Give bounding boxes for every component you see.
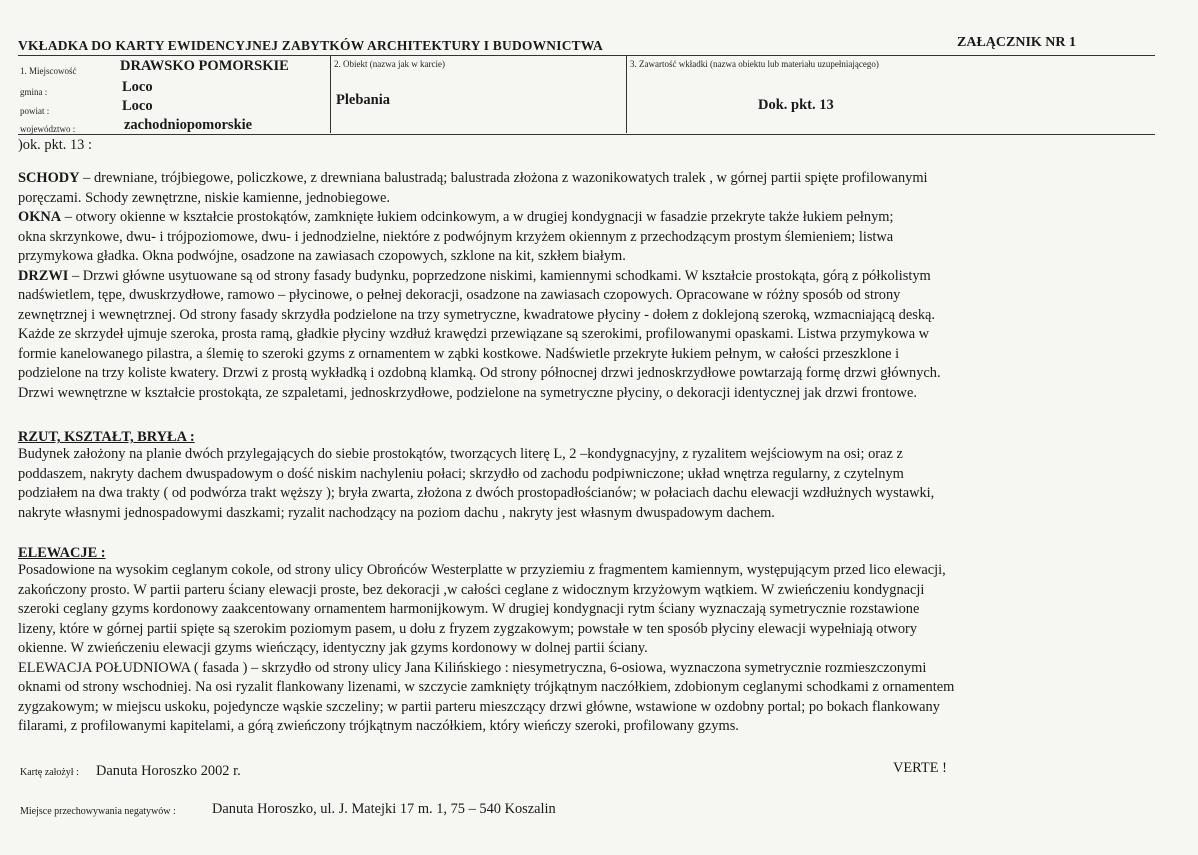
intro-line: )ok. pkt. 13 : (18, 137, 92, 153)
object-label: 2. Obiekt (nazwa jak w karcie) (334, 59, 445, 69)
drzwi-line-3: zewnętrznej i wewnętrznej. Od strony fasady skrzydła podzielone na trzy symetryczne, kwadratowe płyciny - dołem z doklejoną szeroką, wzmacniającą deską. (18, 306, 936, 323)
voivodeship-value: zachodniopomorskie (124, 117, 253, 133)
elewacje-line-9: filarami, z profilowanymi kapitelami, a górą zwieńczony trójkątnym naczółkiem, który wieńczy szeroki, profilowany gzyms. (18, 718, 739, 734)
elewacje-line-7: oknami od strony wschodniej. Na osi ryzalit flankowany lizenami, w szczycie zamknięty trójkątnym naczółkiem, zdobionym ceglanymi schodkami z ornamentem (18, 679, 955, 695)
drzwi-heading: DRZWI (18, 267, 69, 284)
form-title: VKŁADKA DO KARTY EWIDENCYJNEJ ZABYTKÓW ARCHITEKTURY I BUDOWNICTWA (18, 38, 604, 53)
contents-label: 3. Zawartość wkładki (nazwa obiektu lub materiału uzupełniającego) (630, 59, 879, 69)
gmina-label: gmina : (20, 87, 48, 97)
elewacje-line-1: Posadowione na wysokim ceglanym cokole, od strony ulicy Obrońców Westerplatte w przyziemiu z fragmentem kamiennym, występującym przed lico elewacji, (18, 562, 946, 578)
okna-line-1: OKNA – otwory okienne w kształcie prostokątów, zamknięte łukiem odcinkowym, a w drugiej kondygnacji w fasadzie przekryte także łukiem pełnym; (18, 209, 894, 225)
drzwi-line-6: podzielone na trzy koliste kwatery. Drzwi z prostą wykładką i ozdobną klamką. Od strony północnej drzwi jednoskrzydłowe powtarzają formę drzwi głównych. (18, 365, 941, 381)
drzwi-line-1: DRZWI – Drzwi główne usytuowane są od strony fasady budynku, poprzedzone niskimi, kamiennymi schodkami. W kształcie prostokąta, górą z półkolistym (18, 267, 931, 284)
rzut-line-4: nakryte własnymi jednospadowymi daszkami; ryzalit nachodzący na poziom dachu , nakryty jest własnym dwuspadowym dachem. (18, 504, 775, 521)
okna-line-3: przymykowa gładka. Okna podwójne, osadzone na zawiasach czopowych, szklone na kit, szkłem białym. (18, 248, 626, 264)
storage-label: Miejsce przechowywania negatywów : (20, 806, 176, 817)
drzwi-line-2: nadświetlem, tępe, dwuskrzydłowe, ramowo – płycinowe, o pełnej dekoracji, osadzone na zawiasach czopowych. Opracowane w różny sposób od strony (18, 287, 901, 303)
schody-line-2: poręczami. Schody zewnętrzne, niskie kamienne, jednobiegowe. (18, 189, 391, 206)
elewacje-line-6: ELEWACJA POŁUDNIOWA ( fasada ) – skrzydło od strony ulicy Jana Kilińskiego : niesymetryczna, 6-osiowa, wyznaczona symetrycznie rozmieszczonymi (18, 659, 927, 676)
powiat-label: powiat : (20, 106, 50, 116)
okna-heading: OKNA (18, 209, 62, 225)
schody-heading: SCHODY (18, 170, 80, 186)
elewacje-line-3: szeroki ceglany gzyms kordonowy zaakcentowany ornamentem harmonijkowym. W drugiej kondygnacji rytm ściany wyznaczają symetrycznie rozstawione (18, 601, 920, 617)
contents-value: Dok. pkt. 13 (758, 97, 834, 113)
voivodeship-label: województwo : (20, 124, 76, 134)
rzut-line-1: Budynek założony na planie dwóch przylegających do siebie prostokątów, tworzących literę L, 2 –kondygnacyjny, z ryzalitem wejściowym na osi; oraz z (18, 446, 903, 462)
drzwi-line-4: Każde ze skrzydeł ujmuje szeroka, prosta ramą, gładkie płyciny wzdłuż krawędzi przewiązane są szerokimi, profilowanymi opaskami. Listwa przymykowa w (18, 326, 930, 342)
elewacje-line-4: lizeny, które w górnej partii spięte są szerokim poziomym pasem, u dołu z fryzem zygzakowym; powstałe w ten sposób płyciny elewacji wypełniają otwory (18, 620, 918, 637)
attachment-number: ZAŁĄCZNIK NR 1 (957, 35, 1077, 50)
powiat-value: Loco (122, 98, 153, 114)
storage-value: Danuta Horoszko, ul. J. Matejki 17 m. 1, 75 – 540 Koszalin (212, 801, 556, 817)
rzut-line-3: podziałem na dwa trakty ( od podwórza trakt węższy ); bryła zwarta, złożona z dwóch prostopadłościanów; w połaciach dachu elewacji wzdłużnych wystawki, (18, 485, 935, 501)
rzut-heading: RZUT, KSZTAŁT, BRYŁA : (18, 429, 195, 445)
gmina-value: Loco (122, 79, 153, 95)
rzut-line-2: poddaszem, nakryty dachem dwuspadowym o dość niskim nachyleniu połaci; skrzydło od zachodu podpiwniczone; układ wnętrza regularny, z czytelnym (18, 465, 904, 482)
author-value: Danuta Horoszko 2002 r. (96, 763, 241, 779)
elewacje-heading: ELEWACJE : (18, 545, 106, 561)
locality-value: DRAWSKO POMORSKIE (120, 58, 289, 74)
header-divider-2 (626, 55, 627, 133)
author-label: Kartę założył : (20, 767, 79, 778)
elewacje-line-5: okienne. W zwieńczeniu elewacji gzyms wieńczący, identyczny jak gzyms kordonowy w dolnej partii ściany. (18, 640, 648, 656)
elewacje-line-2: zakończony prosto. W partii parteru ściany elewacji proste, bez dekoracji ,w całości ceglane z widocznym krzyżowym wątkiem. W zwieńczeniu kondygnacji (18, 581, 925, 598)
drzwi-line-5: formie kanelowanego pilastra, a ślemię to szeroki gzyms z ornamentem w ząbki kostkowe. Nadświetle przekryte łukiem pełnym, w całości przeszklone i (18, 345, 900, 362)
schody-line-1: SCHODY – drewniane, trójbiegowe, policzkowe, z drewniana balustradą; balustrada złożona z wazonikowatych tralek , w górnej partii spięte profilowanymi (18, 170, 928, 186)
verte-note: VERTE ! (893, 760, 947, 776)
elewacje-line-8: zygzakowym; w miejscu uskoku, pojedyncze wąskie szczeliny; w partii parteru mieszczący drzwi główne, wstawione w ozdobny portal; po bokach flankowany (18, 698, 940, 715)
locality-label: 1. Miejscowość (20, 66, 77, 76)
drzwi-line-7: Drzwi wewnętrzne w kształcie prostokąta, ze szpaletami, jednoskrzydłowe, podzielone na symetryczne płyciny, o dekoracji identycznej jak drzwi frontowe. (18, 384, 917, 401)
header-divider-1 (330, 55, 331, 133)
okna-line-2: okna skrzynkowe, dwu- i trójpoziomowe, dwu- i jednodzielne, niektóre z podwójnym krzyżem okiennym z przechodzącym prostym ślemieniem; listwa (18, 228, 894, 245)
object-value: Plebania (336, 92, 390, 108)
